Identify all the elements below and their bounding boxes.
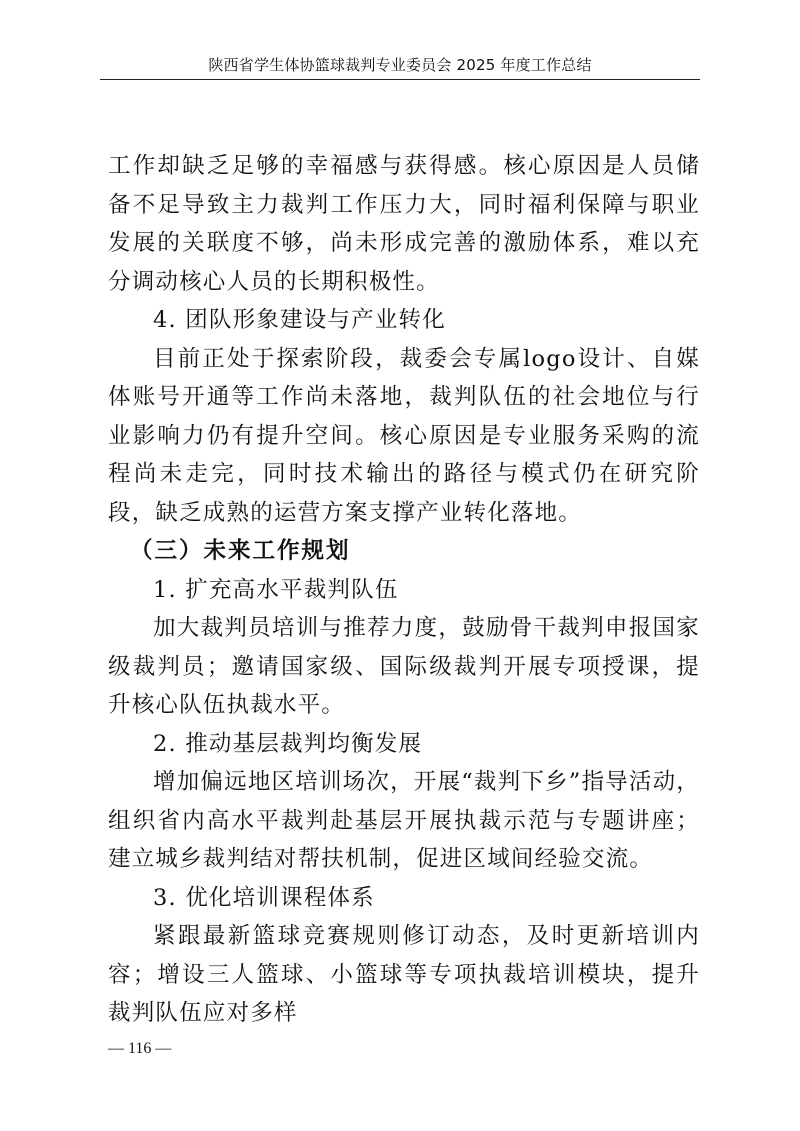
subheading-2: 2. 推动基层裁判均衡发展 xyxy=(153,730,423,757)
paragraph-3: 加大裁判员培训与推荐力度，鼓励骨干裁判申报国家级裁判员；邀请国家级、国际级裁判开展专项授课，提升核心队伍执裁水平。 xyxy=(108,615,700,718)
running-header: 陕西省学生体协篮球裁判专业委员会 2025 年度工作总结 xyxy=(208,56,592,74)
paragraph-1: 工作却缺乏足够的幸福感与获得感。核心原因是人员储备不足导致主力裁判工作压力大，同时福利保障与职业发展的关联度不够，尚未形成完善的激励体系，难以充分调动核心人员的长期积极性。 xyxy=(108,153,700,295)
paragraph-2: 目前正处于探索阶段，裁委会专属logo设计、自媒体账号开通等工作尚未落地，裁判队伍的社会地位与行业影响力仍有提升空间。核心原因是专业服务采购的流程尚未走完，同时技术输出的路径与模式仍在研究阶段，缺乏成熟的运营方案支撑产业转化落地。 xyxy=(108,345,700,526)
body-text xyxy=(108,147,700,1033)
subheading-1: 1. 扩充高水平裁判队伍 xyxy=(153,576,399,603)
subheading-3: 3. 优化培训课程体系 xyxy=(153,884,375,911)
paragraph-4: 增加偏远地区培训场次，开展“裁判下乡”指导活动，组织省内高水平裁判赴基层开展执裁示范与专题讲座；建立城乡裁判结对帮扶机制，促进区域间经验交流。 xyxy=(108,769,700,872)
subheading-4: 4. 团队形象建设与产业转化 xyxy=(153,307,446,333)
paragraph-5: 紧跟最新篮球竞赛规则修订动态，及时更新培训内容；增设三人篮球、小篮球等专项执裁培训模块，提升裁判队伍应对多样 xyxy=(108,923,700,1026)
section-heading: （三）未来工作规划 xyxy=(130,538,351,564)
header-divider xyxy=(100,79,700,80)
page-number: — 116 — xyxy=(108,1040,172,1057)
